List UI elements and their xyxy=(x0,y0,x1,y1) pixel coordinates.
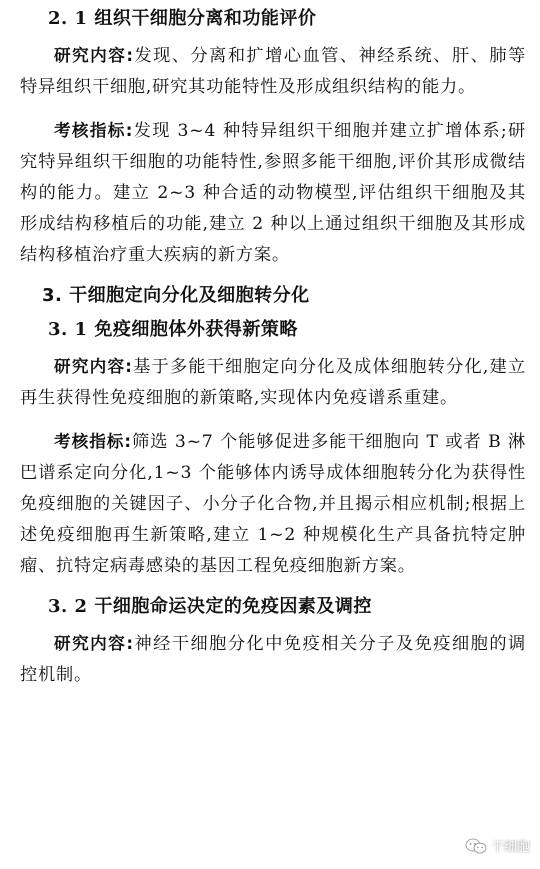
section-3-title: 3. 干细胞定向分化及细胞转分化 xyxy=(42,285,310,306)
research-content-label: 研究内容: xyxy=(54,46,134,65)
section-3-2-title: 3. 2 干细胞命运决定的免疫因素及调控 xyxy=(48,596,372,617)
section-3-1-research-content xyxy=(20,351,526,414)
research-content-text: 发现、分离和扩增心血管、神经系统、肝、肺等特异组织干细胞,研究其功能特性及形成组织结构的能力。 xyxy=(20,46,526,97)
wechat-icon xyxy=(465,838,487,854)
assessment-label: 考核指标: xyxy=(54,432,132,451)
watermark xyxy=(465,836,530,855)
assessment-label: 考核指标: xyxy=(54,121,134,140)
research-content-label: 研究内容: xyxy=(54,634,134,653)
research-content-text: 神经干细胞分化中免疫相关分子及免疫细胞的调控机制。 xyxy=(20,634,526,685)
research-content-text: 基于多能干细胞定向分化及成体细胞转分化,建立再生获得性免疫细胞的新策略,实现体内免疫谱系重建。 xyxy=(20,357,526,408)
section-3-1-assessment xyxy=(20,426,526,582)
watermark-text: 干细胞 xyxy=(490,840,530,855)
section-2-1-title: 2. 1 组织干细胞分离和功能评价 xyxy=(48,8,317,29)
section-3-1-title: 3. 1 免疫细胞体外获得新策略 xyxy=(48,319,298,340)
section-3-2-research-content xyxy=(20,628,526,691)
section-2-1-assessment xyxy=(20,115,526,271)
research-content-label: 研究内容: xyxy=(54,357,133,376)
assessment-text: 筛选 3~7 个能够促进多能干细胞向 T 或者 B 淋巴谱系定向分化,1~3 个能够体内诱导成体细胞转分化为获得性免疫细胞的关键因子、小分子化合物,并且揭示相应机制;根据上述免疫细胞再生新策略,建立 1~2 种规模化生产具备抗特定肿瘤、抗特定病毒感染的基因工程免疫细胞新方案。 xyxy=(20,432,527,576)
section-2-1-research-content xyxy=(20,40,526,103)
assessment-text: 发现 3~4 种特异组织干细胞并建立扩增体系;研究特异组织干细胞的功能特性,参照多能干细胞,评价其形成微结构的能力。建立 2~3 种合适的动物模型,评估组织干细胞及其形成结构移植后的功能,建立 2 种以上通过组织干细胞及其形成结构移植治疗重大疾病的新方案。 xyxy=(20,121,526,265)
